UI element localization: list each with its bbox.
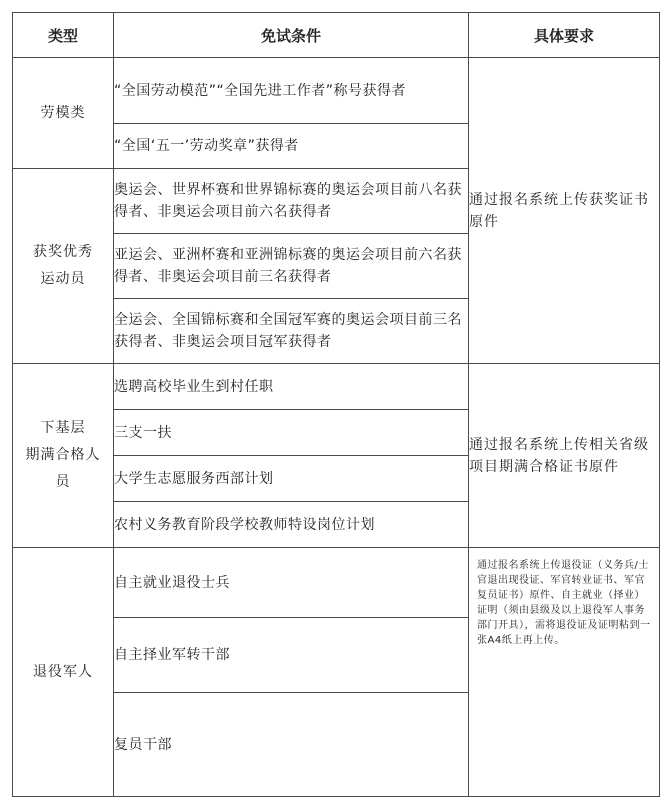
category-line: 下基层: [40, 420, 86, 436]
header-requirement: 具体要求: [469, 13, 660, 58]
header-type: 类型: [13, 13, 114, 58]
requirement-grassroots-text: 通过报名系统上传相关省级项目期满合格证书原件: [469, 436, 649, 475]
condition-cell: 大学生志愿服务西部计划: [114, 456, 469, 502]
category-line: 员: [55, 474, 71, 490]
condition-cell: 全运会、全国锦标赛和全国冠军赛的奥运会项目前三名获得者、非奥运会项目冠军获得者: [114, 299, 469, 364]
table-row: [13, 548, 660, 618]
condition-cell: “全国‘五一’劳动奖章”获得者: [114, 124, 469, 169]
condition-cell: 自主就业退役士兵: [114, 548, 469, 618]
category-athlete: [13, 169, 114, 364]
header-row: [13, 13, 660, 58]
category-veteran: 退役军人: [13, 548, 114, 797]
table-row: [13, 58, 660, 124]
category-line: 获奖优秀: [33, 244, 93, 260]
condition-cell: 奥运会、世界杯赛和世界锦标赛的奥运会项目前八名获得者、非奥运会项目前六名获得者: [114, 169, 469, 234]
exemption-table: [12, 12, 660, 797]
requirement-award: [469, 58, 660, 364]
category-model-worker: 劳模类: [13, 58, 114, 169]
category-line: 运动员: [40, 271, 86, 287]
category-line: 期满合格人: [25, 447, 101, 463]
condition-cell: 三支一扶: [114, 410, 469, 456]
condition-cell: “全国劳动模范”“全国先进工作者”称号获得者: [114, 58, 469, 124]
condition-cell: 农村义务教育阶段学校教师特设岗位计划: [114, 502, 469, 548]
requirement-veteran: [469, 548, 660, 797]
table-row: [13, 364, 660, 410]
requirement-grassroots: [469, 364, 660, 548]
condition-cell: 亚运会、亚洲杯赛和亚洲锦标赛的奥运会项目前六名获得者、非奥运会项目前三名获得者: [114, 234, 469, 299]
category-grassroots: [13, 364, 114, 548]
condition-cell: 复员干部: [114, 693, 469, 797]
requirement-veteran-text: 通过报名系统上传退役证（义务兵/士官退出现役证、军官转业证书、军官复员证书）原件、自主就业（择业）证明（须由县级及以上退役军人事务部门开具），需将退役证及证明粘到一张A4纸上再上传。: [477, 560, 651, 646]
condition-cell: 自主择业军转干部: [114, 618, 469, 693]
header-condition: 免试条件: [114, 13, 469, 58]
requirement-award-text: 通过报名系统上传获奖证书原件: [469, 191, 649, 230]
condition-cell: 选聘高校毕业生到村任职: [114, 364, 469, 410]
